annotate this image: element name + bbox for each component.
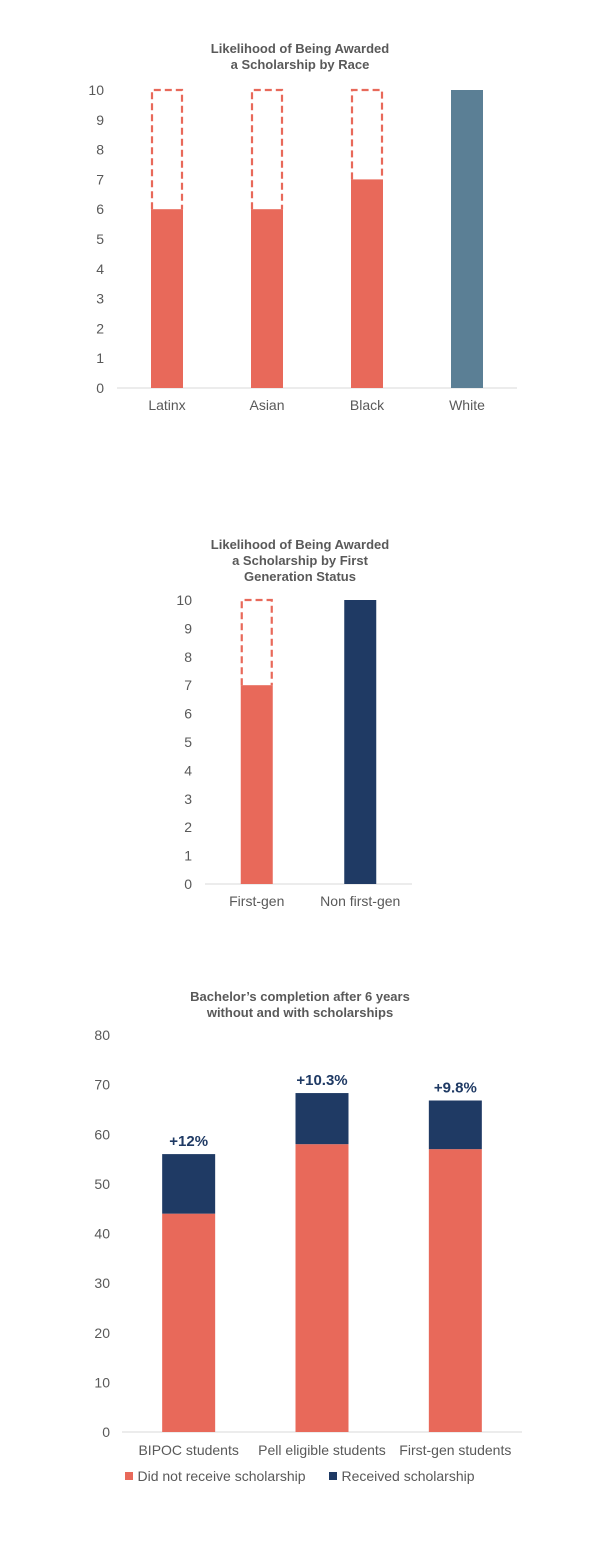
legend-swatch-received — [329, 1472, 337, 1480]
chart1-y-tick-7: 7 — [96, 171, 104, 188]
chart3-y-tick-20: 20 — [94, 1324, 110, 1341]
chart1-y-tick-3: 3 — [96, 290, 104, 307]
chart3-bar-first-gen-students-received-scholarship — [429, 1101, 482, 1150]
chart3-bar-bipoc-students-did-not-receive-scholarship — [162, 1214, 215, 1432]
chart3-bar-bipoc-students-received-scholarship — [162, 1154, 215, 1214]
chart3-y-tick-10: 10 — [94, 1374, 110, 1391]
chart3-bar-first-gen-students-did-not-receive-scholarship — [429, 1149, 482, 1432]
chart1-title-line1: Likelihood of Being Awarded — [210, 41, 390, 56]
chart1-x-tick-asian: Asian — [249, 397, 285, 413]
chart1-y-tick-5: 5 — [96, 231, 104, 247]
chart2-y-tick-2: 2 — [184, 819, 192, 836]
chart1-title-line2: a Scholarship by Race — [230, 57, 370, 72]
chart3-annotation-bipoc-students: +12% — [169, 1133, 209, 1151]
chart3-y-tick-30: 30 — [94, 1275, 110, 1292]
chart1-y-tick-10: 10 — [88, 82, 104, 98]
chart2-y-tick-10: 10 — [176, 592, 192, 608]
chart3-x-tick-first-gen-students: First-gen students — [399, 1442, 512, 1458]
chart1-y-tick-1: 1 — [96, 350, 104, 367]
chart3-y-tick-40: 40 — [94, 1225, 110, 1242]
chart2-y-tick-6: 6 — [184, 705, 192, 722]
chart1-y-tick-8: 8 — [96, 141, 104, 158]
legend-item-received — [329, 1468, 474, 1484]
chart2-y-tick-8: 8 — [184, 648, 192, 665]
chart1-x-tick-latinx: Latinx — [148, 397, 186, 413]
legend-item-did-not-receive — [125, 1468, 305, 1484]
chart2-y-tick-7: 7 — [184, 677, 192, 694]
chart3-title-line2: without and with scholarships — [206, 1005, 394, 1020]
chart3-annotation-pell-eligible-students: +10.3% — [296, 1072, 348, 1090]
chart2-y-tick-9: 9 — [184, 620, 192, 637]
chart3-x-tick-pell-eligible-students: Pell eligible students — [258, 1442, 386, 1458]
chart2-title-line2: a Scholarship by First — [232, 553, 368, 568]
chart2-y-tick-3: 3 — [184, 790, 192, 807]
chart1-y-tick-2: 2 — [96, 320, 104, 337]
chart2-title-line1: Likelihood of Being Awarded — [210, 537, 390, 552]
legend-label-received: Received scholarship — [341, 1468, 475, 1484]
chart3-y-tick-70: 70 — [94, 1076, 110, 1093]
chart1-y-tick-4: 4 — [96, 260, 104, 277]
chart3-annotation-first-gen-students: +9.8% — [433, 1079, 477, 1097]
chart2-y-tick-0: 0 — [184, 876, 192, 892]
chart2-y-tick-5: 5 — [184, 734, 192, 750]
chart2-y-tick-1: 1 — [184, 847, 192, 864]
chart3-x-tick-bipoc-students: BIPOC students — [138, 1442, 239, 1458]
chart3-y-tick-50: 50 — [94, 1175, 110, 1192]
chart3-bar-pell-eligible-students-did-not-receive-scholarship — [296, 1144, 349, 1432]
chart1-x-tick-white: White — [449, 397, 485, 413]
chart3-title-line1: Bachelor’s completion after 6 years — [190, 989, 410, 1004]
chart1-y-tick-0: 0 — [96, 380, 104, 396]
chart2-x-tick-non-first-gen: Non first-gen — [320, 893, 401, 909]
chart3-bar-pell-eligible-students-received-scholarship — [296, 1093, 349, 1144]
chart3-legend — [0, 1468, 600, 1484]
chart1-x-tick-black: Black — [349, 397, 385, 413]
chart2-title-line3: Generation Status — [244, 569, 356, 584]
chart2-y-tick-4: 4 — [184, 762, 192, 779]
chart1-y-tick-6: 6 — [96, 201, 104, 218]
legend-label-did-not-receive: Did not receive scholarship — [137, 1468, 306, 1484]
legend-swatch-did-not-receive — [125, 1472, 133, 1480]
chart2-x-tick-first-gen: First-gen — [229, 893, 285, 909]
chart1-y-tick-9: 9 — [96, 111, 104, 128]
chart3-y-tick-80: 80 — [94, 1027, 110, 1043]
chart3-y-tick-0: 0 — [102, 1424, 110, 1440]
chart3-y-tick-60: 60 — [94, 1126, 110, 1143]
